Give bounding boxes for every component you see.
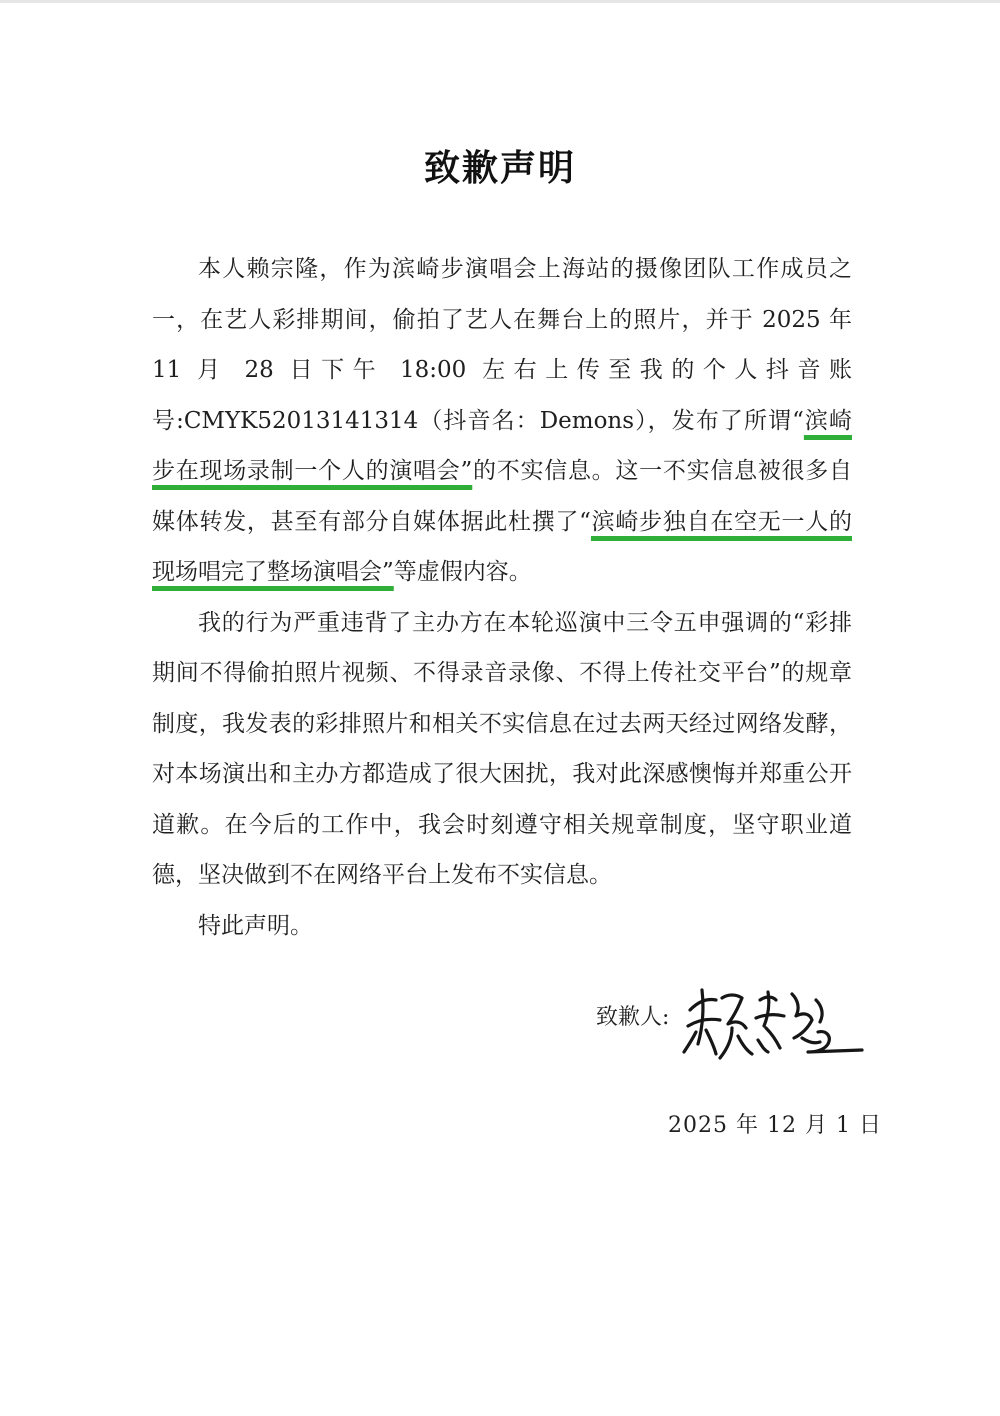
signoff-label: 致歉人:	[596, 1005, 670, 1030]
paragraph-1-part-3: 等虚假内容。	[393, 559, 532, 585]
highlighted-quote-1: 滨崎步在现场录制一个人的演唱会”	[152, 407, 852, 484]
document-body	[152, 244, 852, 951]
document-date: 2025 年 12 月 1 日	[668, 1113, 882, 1138]
document-title: 致歉声明	[423, 148, 576, 189]
page-top-edge	[0, 0, 1000, 3]
highlighted-quote-2: 滨崎步独自在空无一人的现场唱完了整场演唱会”	[152, 508, 853, 585]
paragraph-3: 特此声明。	[198, 912, 313, 939]
handwritten-signature	[676, 980, 866, 1064]
paragraph-1	[152, 244, 852, 598]
paragraph-1-part-1: 本人赖宗隆，作为滨崎步演唱会上海站的摄像团队工作成员之一，在艺人彩排期间，偷拍了艺人在舞台上的照片，并于 2025 年 11 月 28 日下午 18:00 左右上传至我的个人抖音账号:CMYK52013141314（抖音名：Demons），发布了所谓“	[152, 256, 852, 434]
paragraph-1-part-2: 的不实信息。这一不实信息被很多自媒体转发，甚至有部分自媒体据此杜撰了“	[152, 458, 852, 535]
paragraph-2: 我的行为严重违背了主办方在本轮巡演中三令五申强调的“彩排期间不得偷拍照片视频、不得录音录像、不得上传社交平台”的规章制度，我发表的彩排照片和相关不实信息在过去两天经过网络发酵，对本场演出和主办方都造成了很大困扰，我对此深感懊悔并郑重公开道歉。在今后的工作中，我会时刻遵守相关规章制度，坚守职业道德，坚决做到不在网络平台上发布不实信息。	[152, 609, 852, 888]
